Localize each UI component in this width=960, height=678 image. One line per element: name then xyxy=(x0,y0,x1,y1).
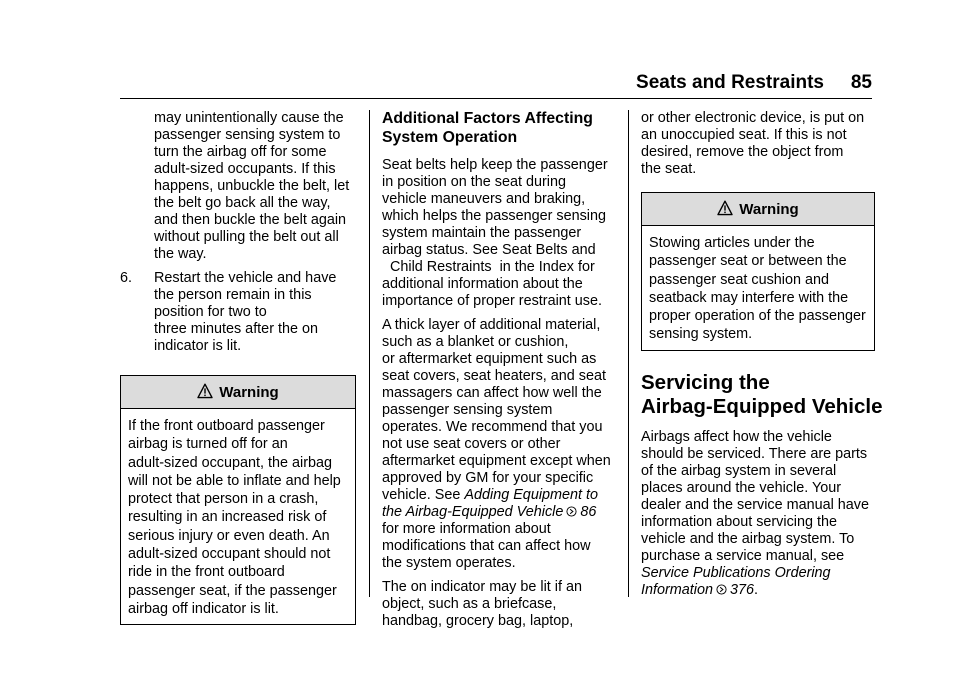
text-line: or aftermarket equipment such as xyxy=(382,351,597,367)
text-line: should be serviced. There are parts xyxy=(641,445,868,462)
text-line xyxy=(382,487,614,504)
text-line: serious injury or even death. An xyxy=(128,527,330,544)
text-line: aftermarket equipment except when xyxy=(382,453,611,469)
text-line: purchase a service manual, see xyxy=(641,547,845,564)
punctuation: . xyxy=(754,581,759,598)
text-line: passenger sensing system to xyxy=(154,127,341,143)
column-divider xyxy=(628,110,629,597)
text-line: sensing system. xyxy=(649,326,753,343)
text-line: ride in the front outboard xyxy=(128,564,285,581)
text-line: airbag status. See Seat Belts and xyxy=(382,242,596,258)
column-divider xyxy=(369,110,370,597)
warning-box xyxy=(641,192,875,351)
heading-line: Servicing the xyxy=(641,370,770,394)
heading-line: System Operation xyxy=(382,128,518,146)
text-line xyxy=(120,270,356,287)
warning-triangle-icon xyxy=(197,383,213,399)
text-line: seatback may interfere with the xyxy=(649,289,849,306)
text-line: vehicle maneuvers and braking, xyxy=(382,191,586,207)
section-heading xyxy=(641,370,883,419)
text-line: dealer and the service manual have xyxy=(641,496,869,513)
text-line: object, such as a briefcase, xyxy=(382,596,557,612)
text-line: Child Restraints in the Index for xyxy=(382,259,595,275)
text-line: adult-sized occupant, the airbag xyxy=(128,454,332,471)
text-line: information about servicing the xyxy=(641,513,837,530)
section-title: Seats and Restraints xyxy=(636,72,824,93)
step-number: 6. xyxy=(120,270,133,286)
paragraph xyxy=(641,110,875,178)
text-line: the system operates. xyxy=(382,555,516,571)
cross-reference-link[interactable]: Adding Equipment to xyxy=(464,487,599,503)
page-number: 85 xyxy=(850,72,872,93)
text-line xyxy=(382,504,614,521)
text-line: Stowing articles under the xyxy=(649,235,815,251)
step-6 xyxy=(120,270,356,355)
text-line: protect that person in a crash, xyxy=(128,491,319,508)
warning-header xyxy=(642,193,874,226)
text-line: three minutes after the on xyxy=(154,321,318,337)
ref-prefix: vehicle. See xyxy=(382,487,465,503)
text-line: additional information about the xyxy=(382,276,583,292)
text-line: places around the vehicle. Your xyxy=(641,479,842,496)
column-2 xyxy=(382,110,614,637)
heading-line: Additional Factors Affecting xyxy=(382,110,593,127)
intro-paragraph xyxy=(120,110,356,263)
cross-reference-link[interactable]: the Airbag-Equipped Vehicle xyxy=(382,504,564,520)
text-line: or other electronic device, is put on xyxy=(641,110,865,126)
text-line: the seat. xyxy=(641,161,697,177)
text-line: without pulling the belt out all xyxy=(154,229,339,245)
page-reference[interactable]: 376 xyxy=(730,581,755,598)
text-line: approved by GM for your specific xyxy=(382,470,594,486)
text-line: massagers can affect how well the xyxy=(382,385,602,401)
text-line: Airbags affect how the vehicle xyxy=(641,428,832,445)
paragraph xyxy=(382,157,614,310)
text-line: for more information about xyxy=(382,521,551,537)
text-line: airbag off indicator is lit. xyxy=(128,600,279,617)
text-line: not use seat covers or other xyxy=(382,436,561,452)
text-line: indicator is lit. xyxy=(154,338,242,354)
paragraph xyxy=(382,579,614,630)
paragraph xyxy=(382,317,614,572)
text-line: may unintentionally cause the xyxy=(154,110,344,126)
text-line xyxy=(641,582,875,599)
text-line: in position on the seat during xyxy=(382,174,567,190)
text-line: proper operation of the passenger xyxy=(649,308,866,325)
text-line: passenger seat or between the xyxy=(649,253,847,270)
cross-reference-link[interactable]: Service Publications Ordering xyxy=(641,564,831,581)
text-line: modifications that can affect how xyxy=(382,538,591,554)
text-line: of the airbag system in several xyxy=(641,462,837,479)
text-line: seat covers, seat heaters, and seat xyxy=(382,368,606,384)
warning-title: Warning xyxy=(219,384,279,401)
text-line: an unoccupied seat. If this is not xyxy=(641,127,847,143)
text-line: which helps the passenger sensing xyxy=(382,208,606,224)
cross-reference-link[interactable]: Information xyxy=(641,581,713,598)
warning-body xyxy=(642,226,874,350)
warning-header xyxy=(121,376,355,409)
warning-title: Warning xyxy=(739,201,799,218)
page-reference-arrow-icon xyxy=(716,584,727,595)
text-line: and then buckle the belt again xyxy=(154,212,347,228)
text-line: the person remain in this xyxy=(154,287,312,303)
text-line: position for two to xyxy=(154,304,267,320)
text-line: resulting in an increased risk of xyxy=(128,509,327,526)
text-line: the belt go back all the way, xyxy=(154,195,331,211)
text-line: handbag, grocery bag, laptop, xyxy=(382,613,574,629)
text-line: operates. We recommend that you xyxy=(382,419,603,435)
warning-box xyxy=(120,375,356,625)
column-1 xyxy=(120,110,356,625)
section-heading xyxy=(382,110,614,147)
text-line: the way. xyxy=(154,246,207,262)
warning-triangle-icon xyxy=(717,200,733,216)
text-line: happens, unbuckle the belt, let xyxy=(154,178,350,194)
heading-line: Airbag-Equipped Vehicle xyxy=(641,394,883,418)
text-line: The on indicator may be lit if an xyxy=(382,579,582,595)
text-line: importance of proper restraint use. xyxy=(382,293,602,309)
warning-body xyxy=(121,409,355,624)
text-line: such as a blanket or cushion, xyxy=(382,334,569,350)
paragraph xyxy=(641,429,875,599)
text-line: adult-sized occupant should not xyxy=(128,546,331,563)
text-line: A thick layer of additional material, xyxy=(382,317,601,333)
text-line: passenger seat cushion and xyxy=(649,271,830,288)
text-line: Seat belts help keep the passenger xyxy=(382,157,608,173)
text-line: system maintain the passenger xyxy=(382,225,582,241)
running-header xyxy=(120,72,872,99)
text-line: If the front outboard passenger xyxy=(128,418,325,434)
text-line: turn the airbag off for some xyxy=(154,144,327,160)
text-line: passenger seat, if the passenger xyxy=(128,582,337,599)
text-line: desired, remove the object from xyxy=(641,144,844,160)
text-line: adult-sized occupants. If this xyxy=(154,161,336,177)
text-line: airbag is turned off for an xyxy=(128,436,288,453)
text-line: vehicle and the airbag system. To xyxy=(641,530,855,547)
text-line: passenger sensing system xyxy=(382,402,553,418)
text-line: will not be able to inflate and help xyxy=(128,472,341,489)
step-text: Restart the vehicle and have xyxy=(154,270,337,286)
column-3 xyxy=(641,110,883,606)
page-reference-arrow-icon xyxy=(566,506,577,517)
page-reference[interactable]: 86 xyxy=(580,504,597,520)
